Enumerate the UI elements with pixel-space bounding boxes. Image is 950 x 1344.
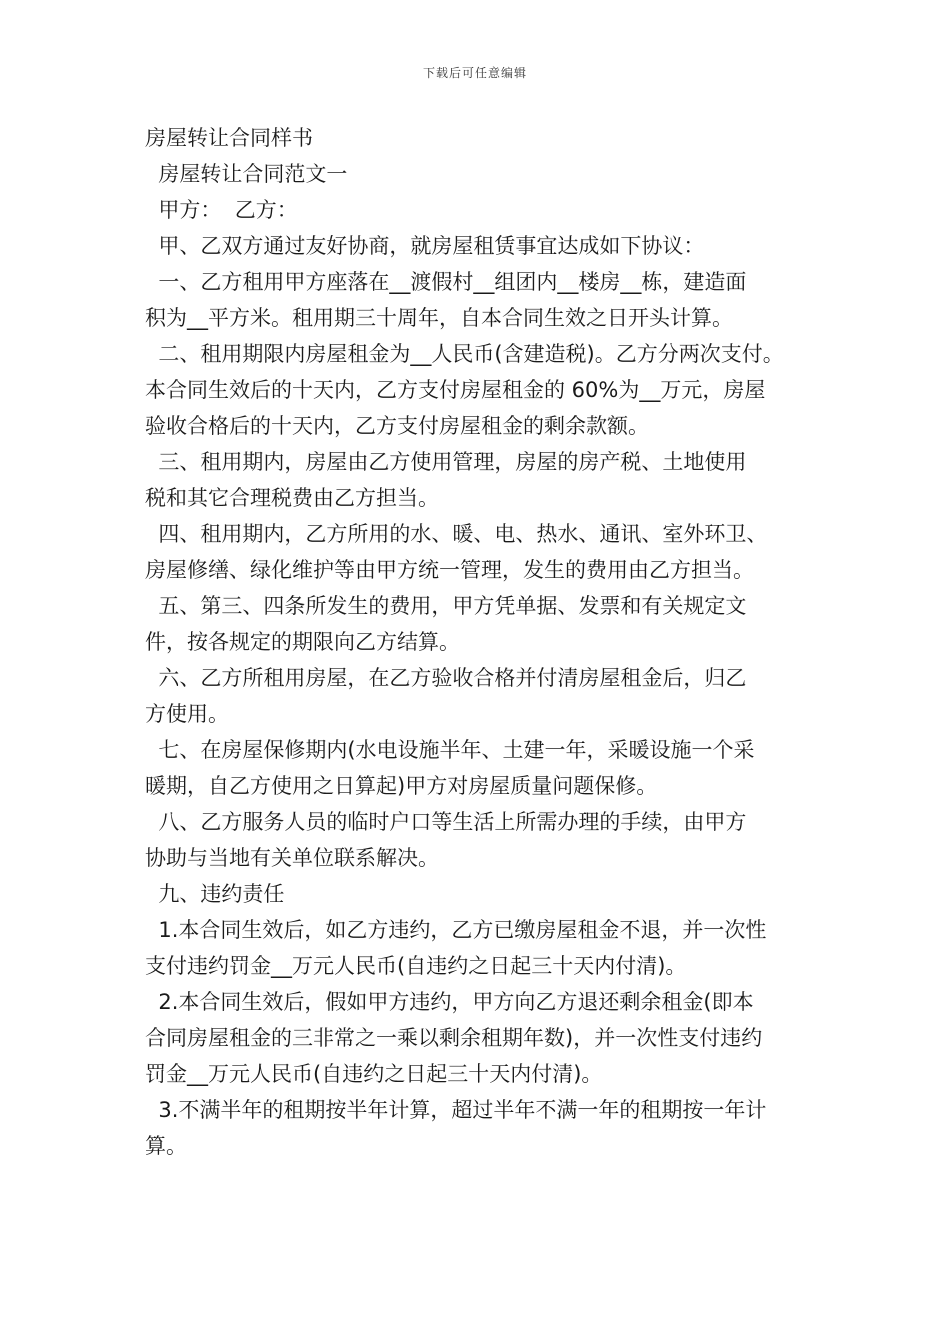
document-subtitle: 房屋转让合同范文一 [145, 162, 348, 186]
clause-line: 二、租用期限内房屋租金为__人民币(含建造税)。乙方分两次支付。 [145, 342, 784, 366]
clause-line: 五、第三、四条所发生的费用，甲方凭单据、发票和有关规定文 [145, 594, 747, 618]
clause-line: 本合同生效后的十天内，乙方支付房屋租金的 60%为__万元，房屋 [145, 378, 766, 402]
clause-line: 方使用。 [145, 702, 229, 726]
clause-line: 一、乙方租用甲方座落在__渡假村__组团内__楼房__栋，建造面 [145, 270, 747, 294]
clause-line: 税和其它合理税费由乙方担当。 [145, 486, 439, 510]
clause-line: 八、乙方服务人员的临时户口等生活上所需办理的手续，由甲方 [145, 810, 747, 834]
clause-line: 件，按各规定的期限向乙方结算。 [145, 630, 460, 654]
section-heading: 九、违约责任 [145, 882, 285, 906]
page-header-note: 下载后可任意编辑 [422, 66, 527, 80]
document-body [145, 120, 810, 1164]
party-line: 甲方： 乙方： [145, 198, 298, 222]
clause-line: 六、乙方所租用房屋，在乙方验收合格并付清房屋租金后，归乙 [145, 666, 747, 690]
clause-line: 支付违约罚金__万元人民币(自违约之日起三十天内付清)。 [145, 954, 687, 978]
clause-line: 罚金__万元人民币(自违约之日起三十天内付清)。 [145, 1062, 603, 1086]
clause-line: 四、租用期内，乙方所用的水、暖、电、热水、通讯、室外环卫、 [145, 522, 768, 546]
clause-line: 七、在房屋保修期内(水电设施半年、土建一年，采暖设施一个采 [145, 738, 755, 762]
clause-line: 2.本合同生效后，假如甲方违约，甲方向乙方退还剩余租金(即本 [145, 990, 754, 1014]
clause-line: 协助与当地有关单位联系解决。 [145, 846, 439, 870]
document-title: 房屋转让合同样书 [145, 126, 313, 150]
clause-line: 房屋修缮、绿化维护等由甲方统一管理，发生的费用由乙方担当。 [145, 558, 754, 582]
clause-line: 三、租用期内，房屋由乙方使用管理，房屋的房产税、土地使用 [145, 450, 747, 474]
clause-line: 积为__平方米。租用期三十周年，自本合同生效之日开头计算。 [145, 306, 733, 330]
clause-line: 3.不满半年的租期按半年计算，超过半年不满一年的租期按一年计 [145, 1098, 767, 1122]
clause-line: 1.本合同生效后，如乙方违约，乙方已缴房屋租金不退，并一次性 [145, 918, 767, 942]
clause-line: 暖期，自乙方使用之日算起)甲方对房屋质量问题保修。 [145, 774, 658, 798]
clause-line: 合同房屋租金的三非常之一乘以剩余租期年数)，并一次性支付违约 [145, 1026, 763, 1050]
agreement-intro: 甲、乙双方通过友好协商，就房屋租赁事宜达成如下协议： [145, 234, 705, 258]
clause-line: 验收合格后的十天内，乙方支付房屋租金的剩余款额。 [145, 414, 649, 438]
clause-line: 算。 [145, 1134, 187, 1158]
